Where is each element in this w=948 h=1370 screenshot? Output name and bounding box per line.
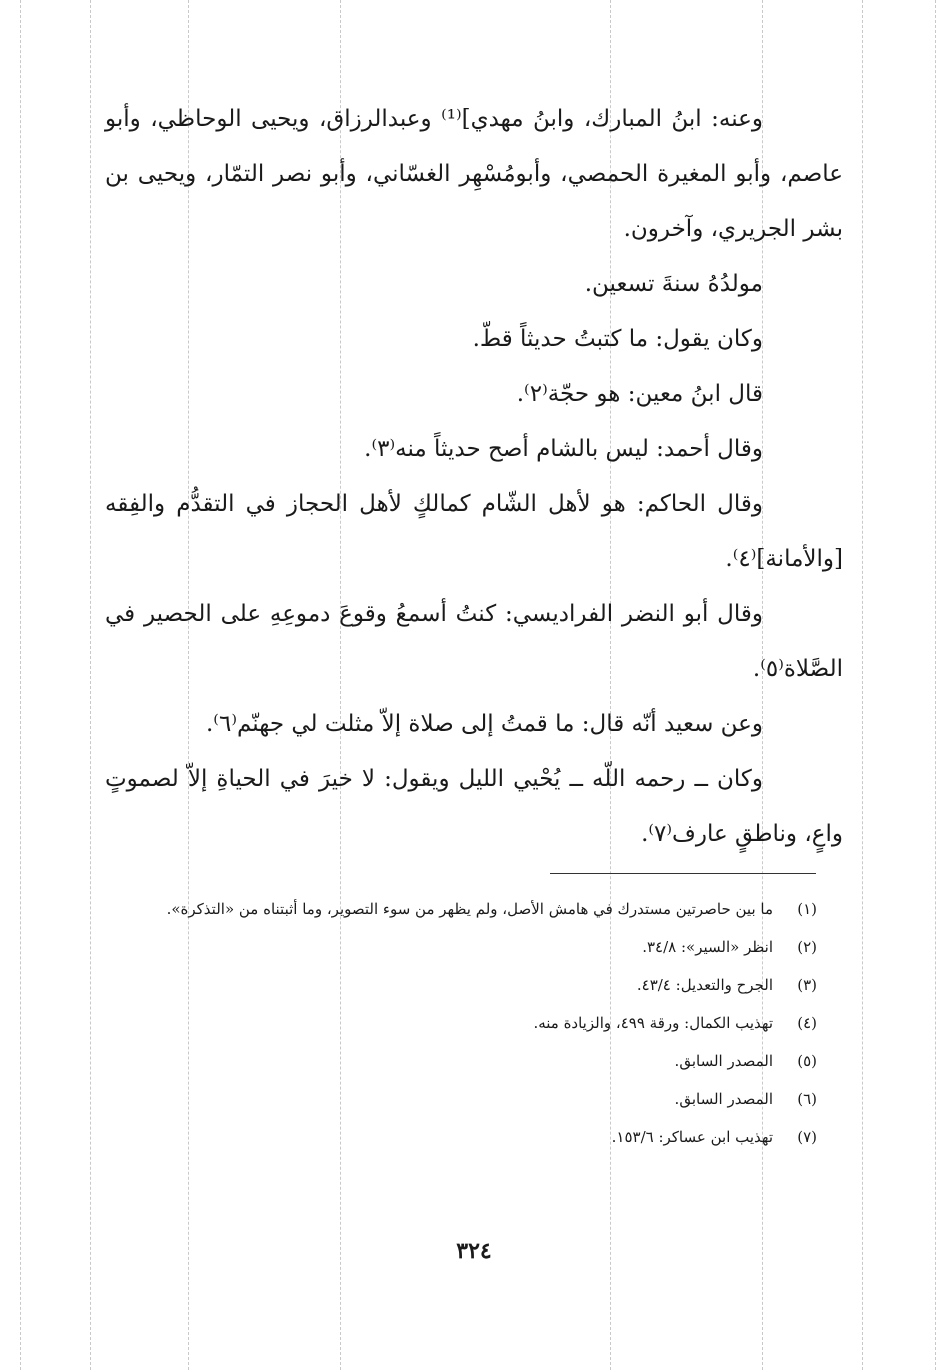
paragraph-saying: وكان يقول: ما كتبتُ حديثاً قطّ. (472, 326, 763, 352)
footnote-text: تهذيب الكمال: ورقة ٤٩٩، والزيادة منه. (533, 1014, 773, 1032)
footnote-item (105, 1042, 817, 1080)
footnote-number: (٥) (797, 1052, 817, 1070)
footnote-item (105, 1118, 817, 1156)
main-text (105, 92, 843, 862)
footnote-text: الجرح والتعديل: ٤٣/٤. (636, 976, 773, 994)
paragraph-birth: مولدُهُ سنةَ تسعين. (584, 271, 763, 297)
footnote-text: المصدر السابق. (674, 1052, 773, 1070)
footnote-item (105, 1004, 817, 1042)
footnote-item (105, 890, 817, 928)
footnote-text: تهذيب ابن عساكر: ١٥٣/٦. (611, 1128, 773, 1146)
margin-guide-line (935, 0, 936, 1370)
page-number: ٣٢٤ (456, 1238, 492, 1264)
footnote-number: (٤) (797, 1014, 817, 1032)
footnote-text: المصدر السابق. (674, 1090, 773, 1108)
footnote-number: (٣) (797, 976, 817, 994)
footnote-number: (٦) (797, 1090, 817, 1108)
footnote-text: ما بين حاصرتين مستدرك في هامش الأصل، ولم يظهر من سوء التصوير، وما أثبتناه من «التذكرة». (166, 900, 773, 918)
paragraph-said: وعن سعيد أنّه قال: ما قمتُ إلى صلاة إلاّ مثلت لي جهنّم⁽٦⁾. (206, 711, 763, 737)
paragraph-ahmad: وقال أحمد: ليس بالشام أصح حديثاً منه⁽٣⁾. (364, 436, 763, 462)
footnote-separator (550, 873, 816, 874)
margin-guide-line (20, 0, 21, 1370)
footnote-item (105, 966, 817, 1004)
footnote-text: انظر «السير»: ٣٤/٨. (642, 938, 773, 956)
footnote-item (105, 1080, 817, 1118)
margin-guide-line (862, 0, 863, 1370)
paragraph-night-prayer: وكان ــ رحمه اللّه ــ يُحْيي الليل ويقول: لا خيرَ في الحياةِ إلاّ لصموتٍ واعٍ، وناطقٍ عارف⁽٧⁾. (105, 766, 843, 847)
footnote-number: (٧) (797, 1128, 817, 1146)
footnotes (105, 890, 817, 1156)
margin-guide-line (90, 0, 91, 1370)
footnote-item (105, 928, 817, 966)
paragraph-narrators: وعنه: ابنُ المبارك، وابنُ مهدي]⁽¹⁾ وعبدالرزاق، ويحيى الوحاظي، وأبو عاصم، وأبو المغيرة الحمصي، وأبومُسْهِر الغسّاني، وأبو نصر التمّار، ويحيى بن بشر الجريري، وآخرون. (105, 106, 843, 242)
paragraph-hakim: وقال الحاكم: هو لأهل الشّام كمالكٍ لأهل الحجاز في التقدُّم والفِقه [والأمانة]⁽٤⁾. (105, 491, 843, 572)
paragraph-faradisi: وقال أبو النضر الفراديسي: كنتُ أسمعُ وقوعَ دموعِهِ على الحصير في الصَّلاة⁽٥⁾. (105, 601, 843, 682)
footnote-number: (١) (797, 900, 817, 918)
footnote-number: (٢) (797, 938, 817, 956)
paragraph-ibn-maeen: قال ابنُ معين: هو حجّة⁽٢⁾. (516, 381, 763, 407)
